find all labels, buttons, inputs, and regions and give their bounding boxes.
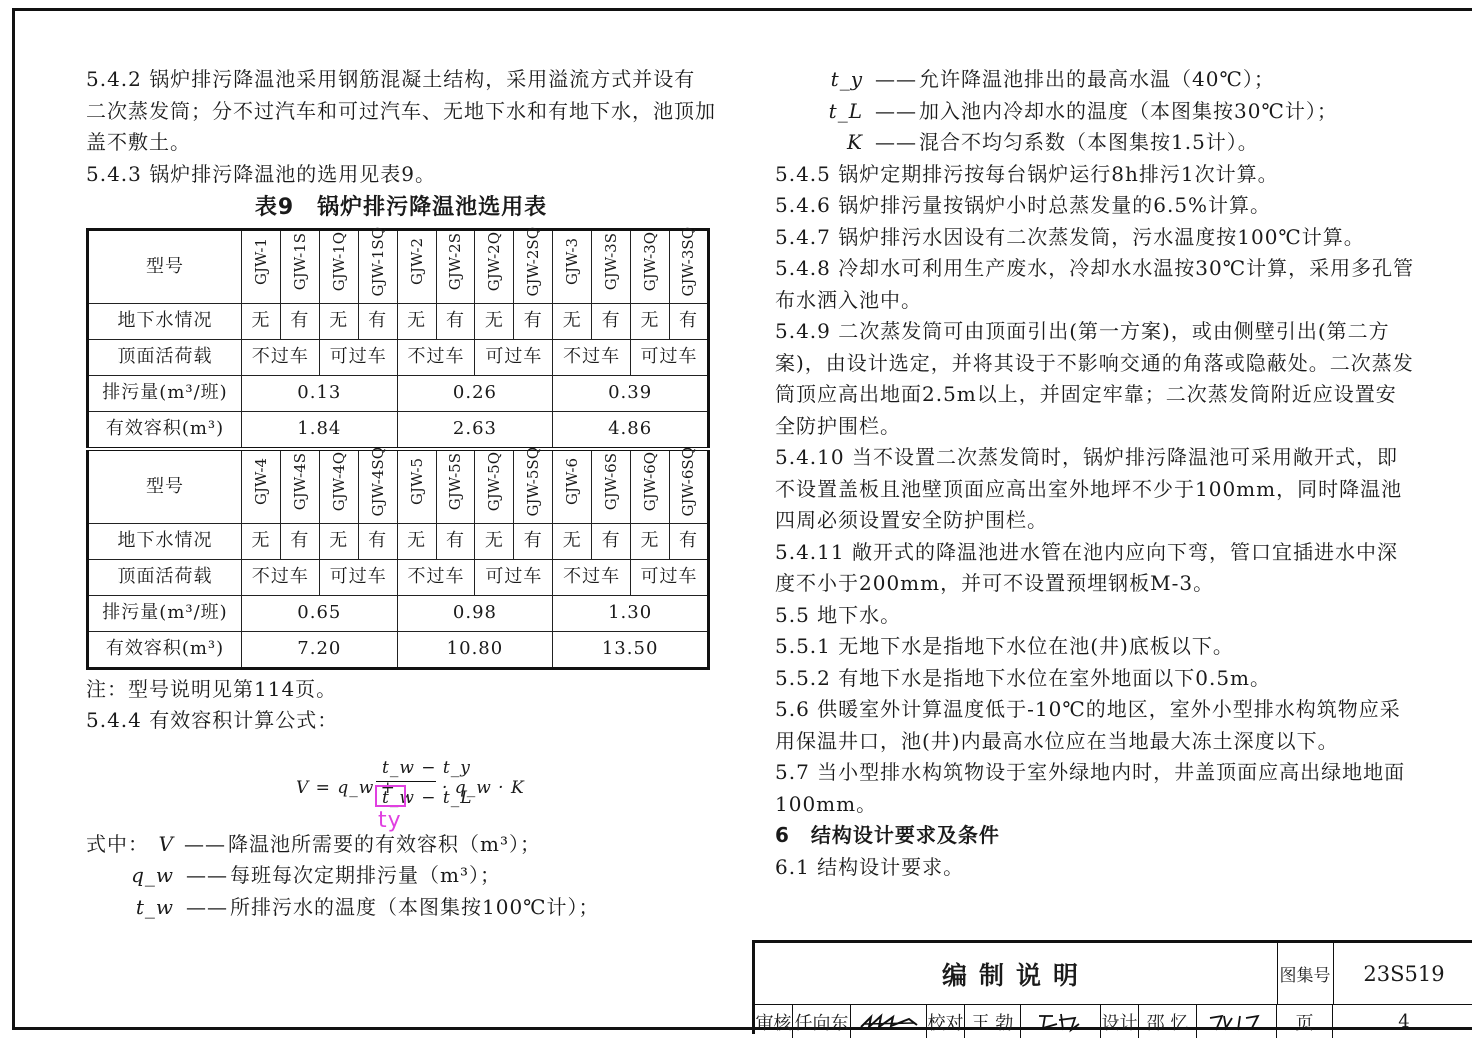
model-name: GJW-4 [251, 457, 270, 505]
model-name: GJW-2Q [485, 231, 504, 291]
model-cell [475, 229, 514, 303]
model-name: GJW-3 [563, 237, 582, 285]
atlas-number-label: 图集号 [1277, 943, 1334, 1004]
volume-formula [86, 745, 716, 833]
gw-cell: 有 [592, 523, 631, 559]
volume-cell: 2.63 [397, 411, 553, 449]
signature-row [755, 1004, 1472, 1038]
table-row-model-1 [88, 229, 709, 303]
model-cell [280, 229, 319, 303]
definition-row [775, 127, 1415, 159]
table-row-volume-1 [88, 411, 709, 449]
row-label-model: 型号 [88, 229, 242, 303]
load-cell: 不过车 [242, 339, 320, 375]
load-cell: 可过车 [475, 559, 553, 595]
model-cell [397, 229, 436, 303]
checker-signature [1021, 1005, 1101, 1038]
model-cell [592, 449, 631, 524]
definition-row [775, 64, 1415, 96]
design-label: 设计 [1101, 1005, 1139, 1038]
def-symbol: t_w [135, 894, 174, 919]
def-symbol: t_y [830, 67, 863, 91]
signature-scribble [1206, 1010, 1268, 1034]
discharge-cell: 0.65 [242, 595, 398, 631]
model-cell [592, 229, 631, 303]
reviewer-name: 任向东 [793, 1005, 851, 1038]
volume-cell: 10.80 [397, 631, 553, 668]
gw-cell: 有 [358, 303, 397, 339]
para-5-4-5: 5.4.5 锅炉定期排污按每台锅炉运行8h排污1次计算。 [775, 161, 1279, 186]
para-5-5-1: 5.5.1 无地下水是指地下水位在池(井)底板以下。 [775, 634, 1234, 658]
table-note: 注：型号说明见第114页。 [86, 676, 338, 701]
model-name: GJW-6 [563, 457, 582, 505]
definition-row [775, 96, 1415, 128]
discharge-cell: 0.26 [397, 375, 553, 411]
table-row-model-2 [88, 449, 709, 524]
para-5-6: 5.6 供暖室外计算温度低于-10℃的地区，室外小型排水构筑物应采用保温井口，池(井)内最高水位应在当地最大冻土深度以下。 [775, 697, 1401, 753]
para-5-4-9: 5.4.9 二次蒸发筒可由顶面引出(第一方案)，或由侧壁引出(第二方案)，由设计选定，并将其设于不影响交通的角落或隐蔽处。二次蒸发筒顶应高出地面2.5m以上，并固定牢靠；二次蒸发筒附近应设置安全防护围栏。 [775, 319, 1414, 438]
def-symbol: q_w [131, 863, 174, 887]
row-label-model: 型号 [88, 449, 242, 524]
model-cell [358, 446, 397, 524]
model-name: GJW-5Q [485, 451, 504, 511]
def-dash: —— [875, 67, 917, 91]
gw-cell: 无 [242, 303, 281, 339]
model-cell [242, 229, 281, 303]
volume-cell: 4.86 [553, 411, 709, 449]
model-cell [242, 449, 281, 524]
gw-cell: 有 [280, 523, 319, 559]
load-cell: 不过车 [553, 339, 631, 375]
model-name: GJW-3SQ [679, 226, 698, 297]
table9-title: 表9 锅炉排污降温池选用表 [254, 195, 548, 220]
model-name: GJW-6SQ [679, 446, 698, 517]
def-text: 所排污水的温度（本图集按100℃计）； [230, 894, 600, 919]
gw-cell: 无 [553, 523, 592, 559]
model-name: GJW-5SQ [524, 446, 543, 517]
model-cell [475, 449, 514, 524]
model-name: GJW-4Q [329, 451, 348, 511]
load-cell: 可过车 [631, 559, 709, 595]
model-cell [319, 449, 358, 524]
model-cell [436, 449, 475, 524]
signature-scribble [1031, 1010, 1091, 1034]
model-name: GJW-2 [407, 237, 426, 285]
atlas-number: 23S519 [1363, 961, 1445, 986]
row-label-volume: 有效容积(m³) [88, 631, 242, 668]
model-name: GJW-2SQ [524, 226, 543, 297]
gw-cell: 有 [436, 303, 475, 339]
model-name: GJW-3S [602, 232, 621, 290]
para-5-4-6: 5.4.6 锅炉排污量按锅炉小时总蒸发量的6.5%计算。 [775, 193, 1272, 217]
model-cell [669, 226, 708, 303]
load-cell: 不过车 [397, 339, 475, 375]
gw-cell: 无 [631, 303, 670, 339]
reviewer-signature [851, 1005, 927, 1038]
model-cell [514, 446, 553, 524]
def-dash: —— [875, 98, 917, 123]
para-5-4-3: 5.4.3 锅炉排污降温池的选用见表9。 [86, 161, 436, 186]
formula-rhs: · q_w · K [442, 777, 525, 798]
model-cell [319, 229, 358, 303]
discharge-cell: 0.98 [397, 595, 553, 631]
def-dash: —— [184, 831, 226, 856]
row-label-load: 顶面活荷载 [88, 339, 242, 375]
load-cell: 可过车 [319, 339, 397, 375]
def-symbol: K [847, 130, 863, 154]
table-row-discharge-1 [88, 375, 709, 411]
gw-cell: 无 [242, 523, 281, 559]
model-cell [436, 229, 475, 303]
signature-scribble [857, 1011, 921, 1033]
gw-cell: 无 [475, 523, 514, 559]
gw-cell: 有 [669, 303, 708, 339]
model-cell [553, 449, 592, 524]
variable-definitions [86, 829, 716, 924]
model-name: GJW-3Q [641, 231, 660, 291]
table-row-discharge-2 [88, 595, 709, 631]
model-cell [397, 449, 436, 524]
gw-cell: 有 [514, 303, 553, 339]
designer-signature [1197, 1005, 1277, 1038]
definition-row [86, 860, 716, 892]
table-row-volume-2 [88, 631, 709, 668]
para-5-4-4: 5.4.4 有效容积计算公式： [86, 708, 339, 732]
load-cell: 不过车 [397, 559, 475, 595]
row-label-discharge: 排污量(m³/班) [88, 375, 242, 411]
model-name: GJW-1S [290, 232, 309, 290]
gw-cell: 无 [475, 303, 514, 339]
para-5-5-2: 5.5.2 有地下水是指地下水位在室外地面以下0.5m。 [775, 665, 1272, 690]
load-cell: 可过车 [631, 339, 709, 375]
model-cell [631, 229, 670, 303]
right-column [775, 64, 1415, 883]
load-cell: 可过车 [475, 339, 553, 375]
load-cell: 不过车 [242, 559, 320, 595]
discharge-cell: 0.39 [553, 375, 709, 411]
def-text: 混合不均匀系数（本图集按1.5计）。 [919, 130, 1259, 154]
review-label: 审核 [755, 1005, 793, 1038]
model-cell [358, 226, 397, 303]
gw-cell: 有 [592, 303, 631, 339]
gw-cell: 有 [436, 523, 475, 559]
model-cell [631, 449, 670, 524]
page-number: 4 [1398, 1011, 1410, 1032]
def-text: 加入池内冷却水的温度（本图集按30℃计）； [919, 98, 1338, 123]
gw-cell: 有 [280, 303, 319, 339]
def-symbol: t_L [828, 98, 863, 123]
def-dash: —— [875, 130, 917, 154]
row-label-groundwater: 地下水情况 [88, 303, 242, 339]
para-6-1: 6.1 结构设计要求。 [775, 854, 965, 879]
def-dash: —— [186, 863, 228, 887]
model-cell [514, 226, 553, 303]
designer-name: 邵 忆 [1139, 1005, 1197, 1038]
para-5-4-2: 5.4.2 锅炉排污降温池采用钢筋混凝土结构，采用溢流方式并设有二次蒸发筒；分不过汽车和可过汽车、无地下水和有地下水，池顶加盖不敷土。 [86, 67, 716, 154]
gw-cell: 无 [319, 303, 358, 339]
selection-table [86, 228, 710, 670]
left-column [86, 64, 716, 923]
model-cell [280, 449, 319, 524]
annotation-text: ty [378, 807, 402, 833]
gw-cell: 无 [397, 523, 436, 559]
model-cell [553, 229, 592, 303]
title-block [752, 940, 1472, 1034]
model-name: GJW-5S [446, 452, 465, 510]
model-name: GJW-4S [290, 452, 309, 510]
model-name: GJW-1SQ [368, 226, 387, 297]
document-name: 编制说明 [755, 943, 1278, 1004]
model-name: GJW-6Q [641, 451, 660, 511]
load-cell: 可过车 [319, 559, 397, 595]
model-name: GJW-1Q [329, 231, 348, 291]
para-5-4-7: 5.4.7 锅炉排污水因设有二次蒸发筒，污水温度按100℃计算。 [775, 224, 1365, 249]
formula-denominator: t_w − t_L [382, 787, 473, 808]
model-name: GJW-6S [602, 452, 621, 510]
row-label-load: 顶面活荷载 [88, 559, 242, 595]
gw-cell: 有 [669, 523, 708, 559]
gw-cell: 无 [631, 523, 670, 559]
para-5-5: 5.5 地下水。 [775, 602, 902, 627]
checker-name: 王 勃 [965, 1005, 1021, 1038]
model-name: GJW-1 [251, 237, 270, 285]
def-symbol: V [158, 831, 174, 856]
para-5-4-10: 5.4.10 当不设置二次蒸发筒时，锅炉排污降温池可采用敞开式，即不设置盖板且池壁顶面应高出室外地坪不少于100mm，同时降温池四周必须设置安全防护围栏。 [775, 445, 1403, 532]
section-6-heading: 6 结构设计要求及条件 [775, 823, 1000, 847]
check-label: 校对 [927, 1005, 965, 1038]
para-5-7: 5.7 当小型排水构筑物设于室外绿地内时，井盖顶面应高出绿地地面100mm。 [775, 760, 1406, 816]
def-text: 降温池所需要的有效容积（m³）； [228, 831, 541, 856]
row-label-groundwater: 地下水情况 [88, 523, 242, 559]
table-row-load-1 [88, 339, 709, 375]
load-cell: 不过车 [553, 559, 631, 595]
definition-row [86, 829, 716, 861]
model-name: GJW-4SQ [368, 446, 387, 517]
para-5-4-8: 5.4.8 冷却水可利用生产废水，冷却水水温按30℃计算，采用多孔管布水洒入池中。 [775, 256, 1415, 312]
model-name: GJW-5 [407, 457, 426, 505]
annotation-box [375, 785, 406, 807]
table-row-groundwater-2 [88, 523, 709, 559]
volume-cell: 13.50 [553, 631, 709, 668]
discharge-cell: 1.30 [553, 595, 709, 631]
definition-row [86, 892, 716, 924]
model-name: GJW-2S [446, 232, 465, 290]
row-label-volume: 有效容积(m³) [88, 411, 242, 449]
formula-numerator: t_w − t_y [382, 757, 471, 778]
gw-cell: 有 [514, 523, 553, 559]
table-row-load-2 [88, 559, 709, 595]
volume-cell: 1.84 [242, 411, 398, 449]
gw-cell: 无 [319, 523, 358, 559]
fraction-line [376, 781, 436, 782]
volume-cell: 7.20 [242, 631, 398, 668]
def-text: 每班每次定期排污量（m³）； [230, 863, 501, 887]
model-cell [669, 446, 708, 524]
gw-cell: 无 [397, 303, 436, 339]
formula-lhs: V = q_w + [296, 777, 396, 798]
def-dash: —— [186, 894, 228, 919]
gw-cell: 有 [358, 523, 397, 559]
table-row-groundwater-1 [88, 303, 709, 339]
para-5-4-11: 5.4.11 敞开式的降温池进水管在池内应向下弯，管口宜插进水中深度不小于200mm，并可不设置预埋钢板M-3。 [775, 539, 1398, 595]
where-label: 式中： [86, 831, 149, 856]
discharge-cell: 0.13 [242, 375, 398, 411]
row-label-discharge: 排污量(m³/班) [88, 595, 242, 631]
gw-cell: 无 [553, 303, 592, 339]
page-label: 页 [1277, 1005, 1333, 1038]
def-text: 允许降温池排出的最高水温（40℃）； [919, 67, 1275, 91]
